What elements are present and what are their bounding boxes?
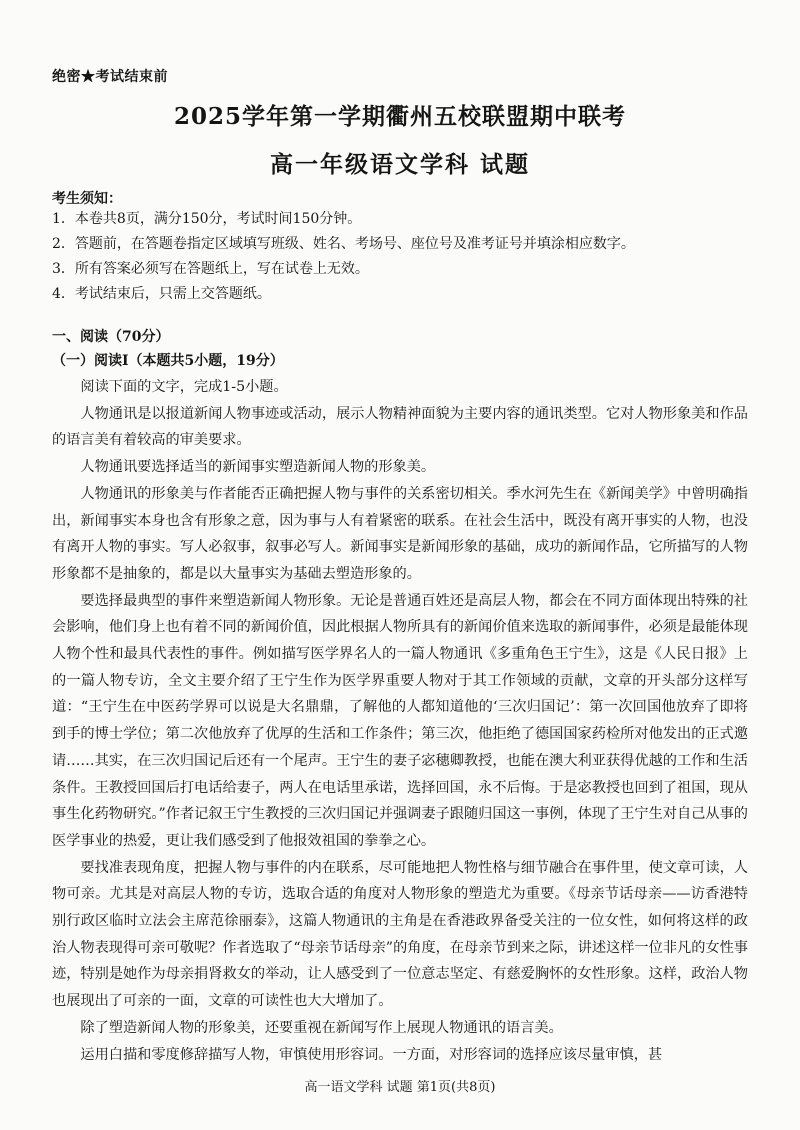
passage-paragraph: 人物通讯的形象美与作者能否正确把握人物与事件的关系密切相关。季水河先生在《新闻美学》中曾明确指出，新闻事实本身也含有形象之意，因为事与人有着紧密的联系。在社会生活中，既没有离开事实的人物，也没有离开人物的事实。写人必叙事，叙事必写人。新闻事实是新闻形象的基础，成功的新闻作品，它所描写的人物形象都不是抽象的，都是以大量事实为基础去塑造形象的。 [52,485,748,582]
notice-item: 3．所有答案必须写在答题纸上，写在试卷上无效。 [52,261,369,277]
reading-passage [52,374,748,1068]
notice-item: 2．答题前，在答题卷指定区域填写班级、姓名、考场号、座位号及准考证号并填涂相应数字。 [52,236,635,252]
exam-title: 2025学年第一学期衢州五校联盟期中联考 [173,103,626,130]
passage-paragraph: 运用白描和零度修辞描写人物，审慎使用形容词。一方面，对形容词的选择应该尽量审慎，甚 [80,1046,663,1063]
section-subtitle: （一）阅读Ⅰ（本题共5小题，19分） [52,353,284,369]
exam-subtitle: 高一年级语文学科 试题 [269,151,530,178]
notice-heading: 考生须知： [52,191,122,207]
notice-list [52,207,752,307]
passage-paragraph: 人物通讯是以报道新闻人物事迹或活动，展示人物精神面貌为主要内容的通讯类型。它对人物形象美和作品的语言美有着较高的审美要求。 [52,405,748,449]
passage-paragraph: 除了塑造新闻人物的形象美，还要重视在新闻写作上展现人物通讯的语言美。 [80,1019,563,1036]
passage-paragraph: 要选择最典型的事件来塑造新闻人物形象。无论是普通百姓还是高层人物，都会在不同方面体现出特殊的社会影响，他们身上也有着不同的新闻价值，因此根据人物所具有的新闻价值来选取的新闻事件，必须是最能体现人物个性和最具代表性的事件。例如描写医学界名人的一篇人物通讯《多重角色王宁生》，这是《人民日报》上的一篇人物专访，全文主要介绍了王宁生作为医学界重要人物对于其工作领域的贡献，文章的开头部分这样写道：“王宁生在中医药学界可以说是大名鼎鼎，了解他的人都知道他的‘三次归国记’：第一次回国他放弃了即将到手的博士学位；第二次他放弃了优厚的生活和工作条件；第三次，他拒绝了德国国家药检所对他发出的正式邀请……其实，在三次归国记后还有一个尾声。王宁生的妻子宓穗卿教授，也能在澳大利亚获得优越的工作和生活条件。王教授回国后打电话给妻子，两人在电话里承诺，选择回国，永不后悔。于是宓教授也回到了祖国，现从事生化药物研究。”作者记叙王宁生教授的三次归国记并强调妻子跟随归国这一事例，体现了王宁生对自己从事的医学事业的热爱，更让我们感受到了他报效祖国的拳拳之心。 [52,592,748,849]
page-footer: 高一语文学科 试题 第1页(共8页) [304,1080,496,1095]
section-title: 一、阅读（70分） [52,329,170,345]
passage-paragraph: 人物通讯要选择适当的新闻事实塑造新闻人物的形象美。 [80,459,436,476]
confidential-label: 绝密★考试结束前 [52,69,168,85]
instruction-paragraph: 阅读下面的文字，完成1-5小题。 [80,379,288,395]
passage-paragraph: 要找准表现角度，把握人物与事件的内在联系，尽可能地把人物性格与细节融合在事件里，使文章可读，人物可亲。尤其是对高层人物的专访，选取合适的角度对人物形象的塑造尤为重要。《母亲节话母亲——访香港特别行政区临时立法会主席范徐丽泰》，这篇人物通讯的主角是在香港政界备受关注的一位女性，如何将这样的政治人物表现得可亲可敬呢？作者选取了“母亲节话母亲”的角度，在母亲节到来之际，讲述这样一位非凡的女性事迹，特别是她作为母亲捐肾救女的举动，让人感受到了一位意志坚定、有慈爱胸怀的女性形象。这样，政治人物也展现出了可亲的一面，文章的可读性也大大增加了。 [52,859,748,1010]
notice-item: 4．考试结束后，只需上交答题纸。 [52,286,271,302]
notice-item: 1．本卷共8页，满分150分，考试时间150分钟。 [52,211,362,227]
